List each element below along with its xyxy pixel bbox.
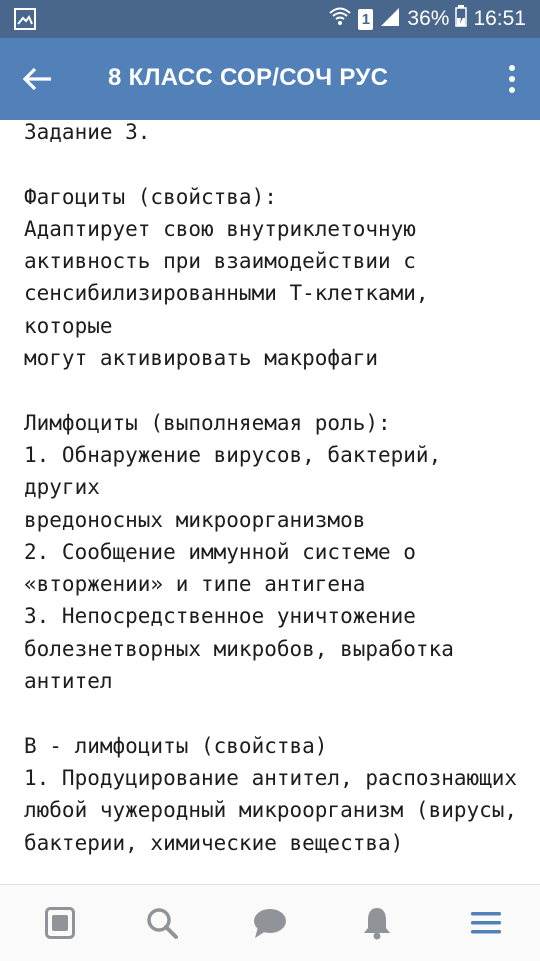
post-line: 2. Сообщение иммунной системе о: [24, 539, 416, 564]
back-button[interactable]: [18, 59, 58, 99]
nav-menu[interactable]: [446, 885, 526, 961]
nav-notifications[interactable]: [337, 885, 417, 961]
more-vertical-icon: [504, 61, 520, 97]
messages-icon: [252, 907, 288, 939]
post-content: [0, 120, 540, 884]
wifi-icon: [328, 5, 352, 33]
post-line: Адаптирует свою внутриклеточную: [24, 216, 416, 241]
post-line: сенсибилизированными Т-клетками, которые: [24, 281, 442, 338]
nav-search[interactable]: [122, 885, 202, 961]
signal-icon: [379, 6, 401, 32]
sim-indicator: 1: [358, 9, 373, 30]
post-line: антител: [24, 669, 113, 694]
nav-news[interactable]: [20, 885, 100, 961]
post-line: бактерии, химические вещества): [24, 830, 404, 855]
status-bar: [0, 0, 540, 38]
post-line: Фагоциты (свойства):: [24, 184, 277, 209]
gallery-notification-icon: [14, 8, 36, 35]
arrow-left-icon: [18, 59, 58, 99]
post-line: 1. Продуцирование антител, распознающих: [24, 765, 518, 790]
menu-icon: [470, 910, 502, 936]
post-line: Лимфоциты (выполняемая роль):: [24, 410, 391, 435]
search-icon: [145, 906, 179, 940]
post-line: могут активировать макрофаги: [24, 346, 379, 371]
bottom-navigation: [0, 884, 540, 961]
app-bar: [0, 38, 540, 120]
post-line: болезнетворных микробов, выработка: [24, 636, 454, 661]
nav-messages[interactable]: [230, 885, 310, 961]
bell-icon: [362, 906, 392, 940]
more-options-button[interactable]: [504, 61, 520, 97]
battery-percent: 36%: [407, 7, 450, 30]
post-line: Задание 3.: [24, 120, 151, 144]
page-title: 8 КЛАСС СОР/СОЧ РУС: [108, 64, 389, 91]
post-line: активность при взаимодействии с: [24, 249, 416, 274]
post-line: 1. Обнаружение вирусов, бактерий, других: [24, 442, 454, 500]
post-line: В - лимфоциты (свойства): [24, 733, 328, 758]
news-icon: [45, 907, 75, 939]
post-line: вредоносных микроорганизмов: [24, 507, 366, 532]
battery-icon: [455, 5, 467, 33]
clock: 16:51: [473, 7, 526, 30]
post-text: [24, 116, 524, 923]
post-line: «вторжении» и типе антигена: [24, 572, 366, 597]
post-line: 3. Непосредственное уничтожение: [24, 604, 416, 629]
post-line: любой чужеродный микроорганизм (вирусы,: [24, 798, 518, 823]
